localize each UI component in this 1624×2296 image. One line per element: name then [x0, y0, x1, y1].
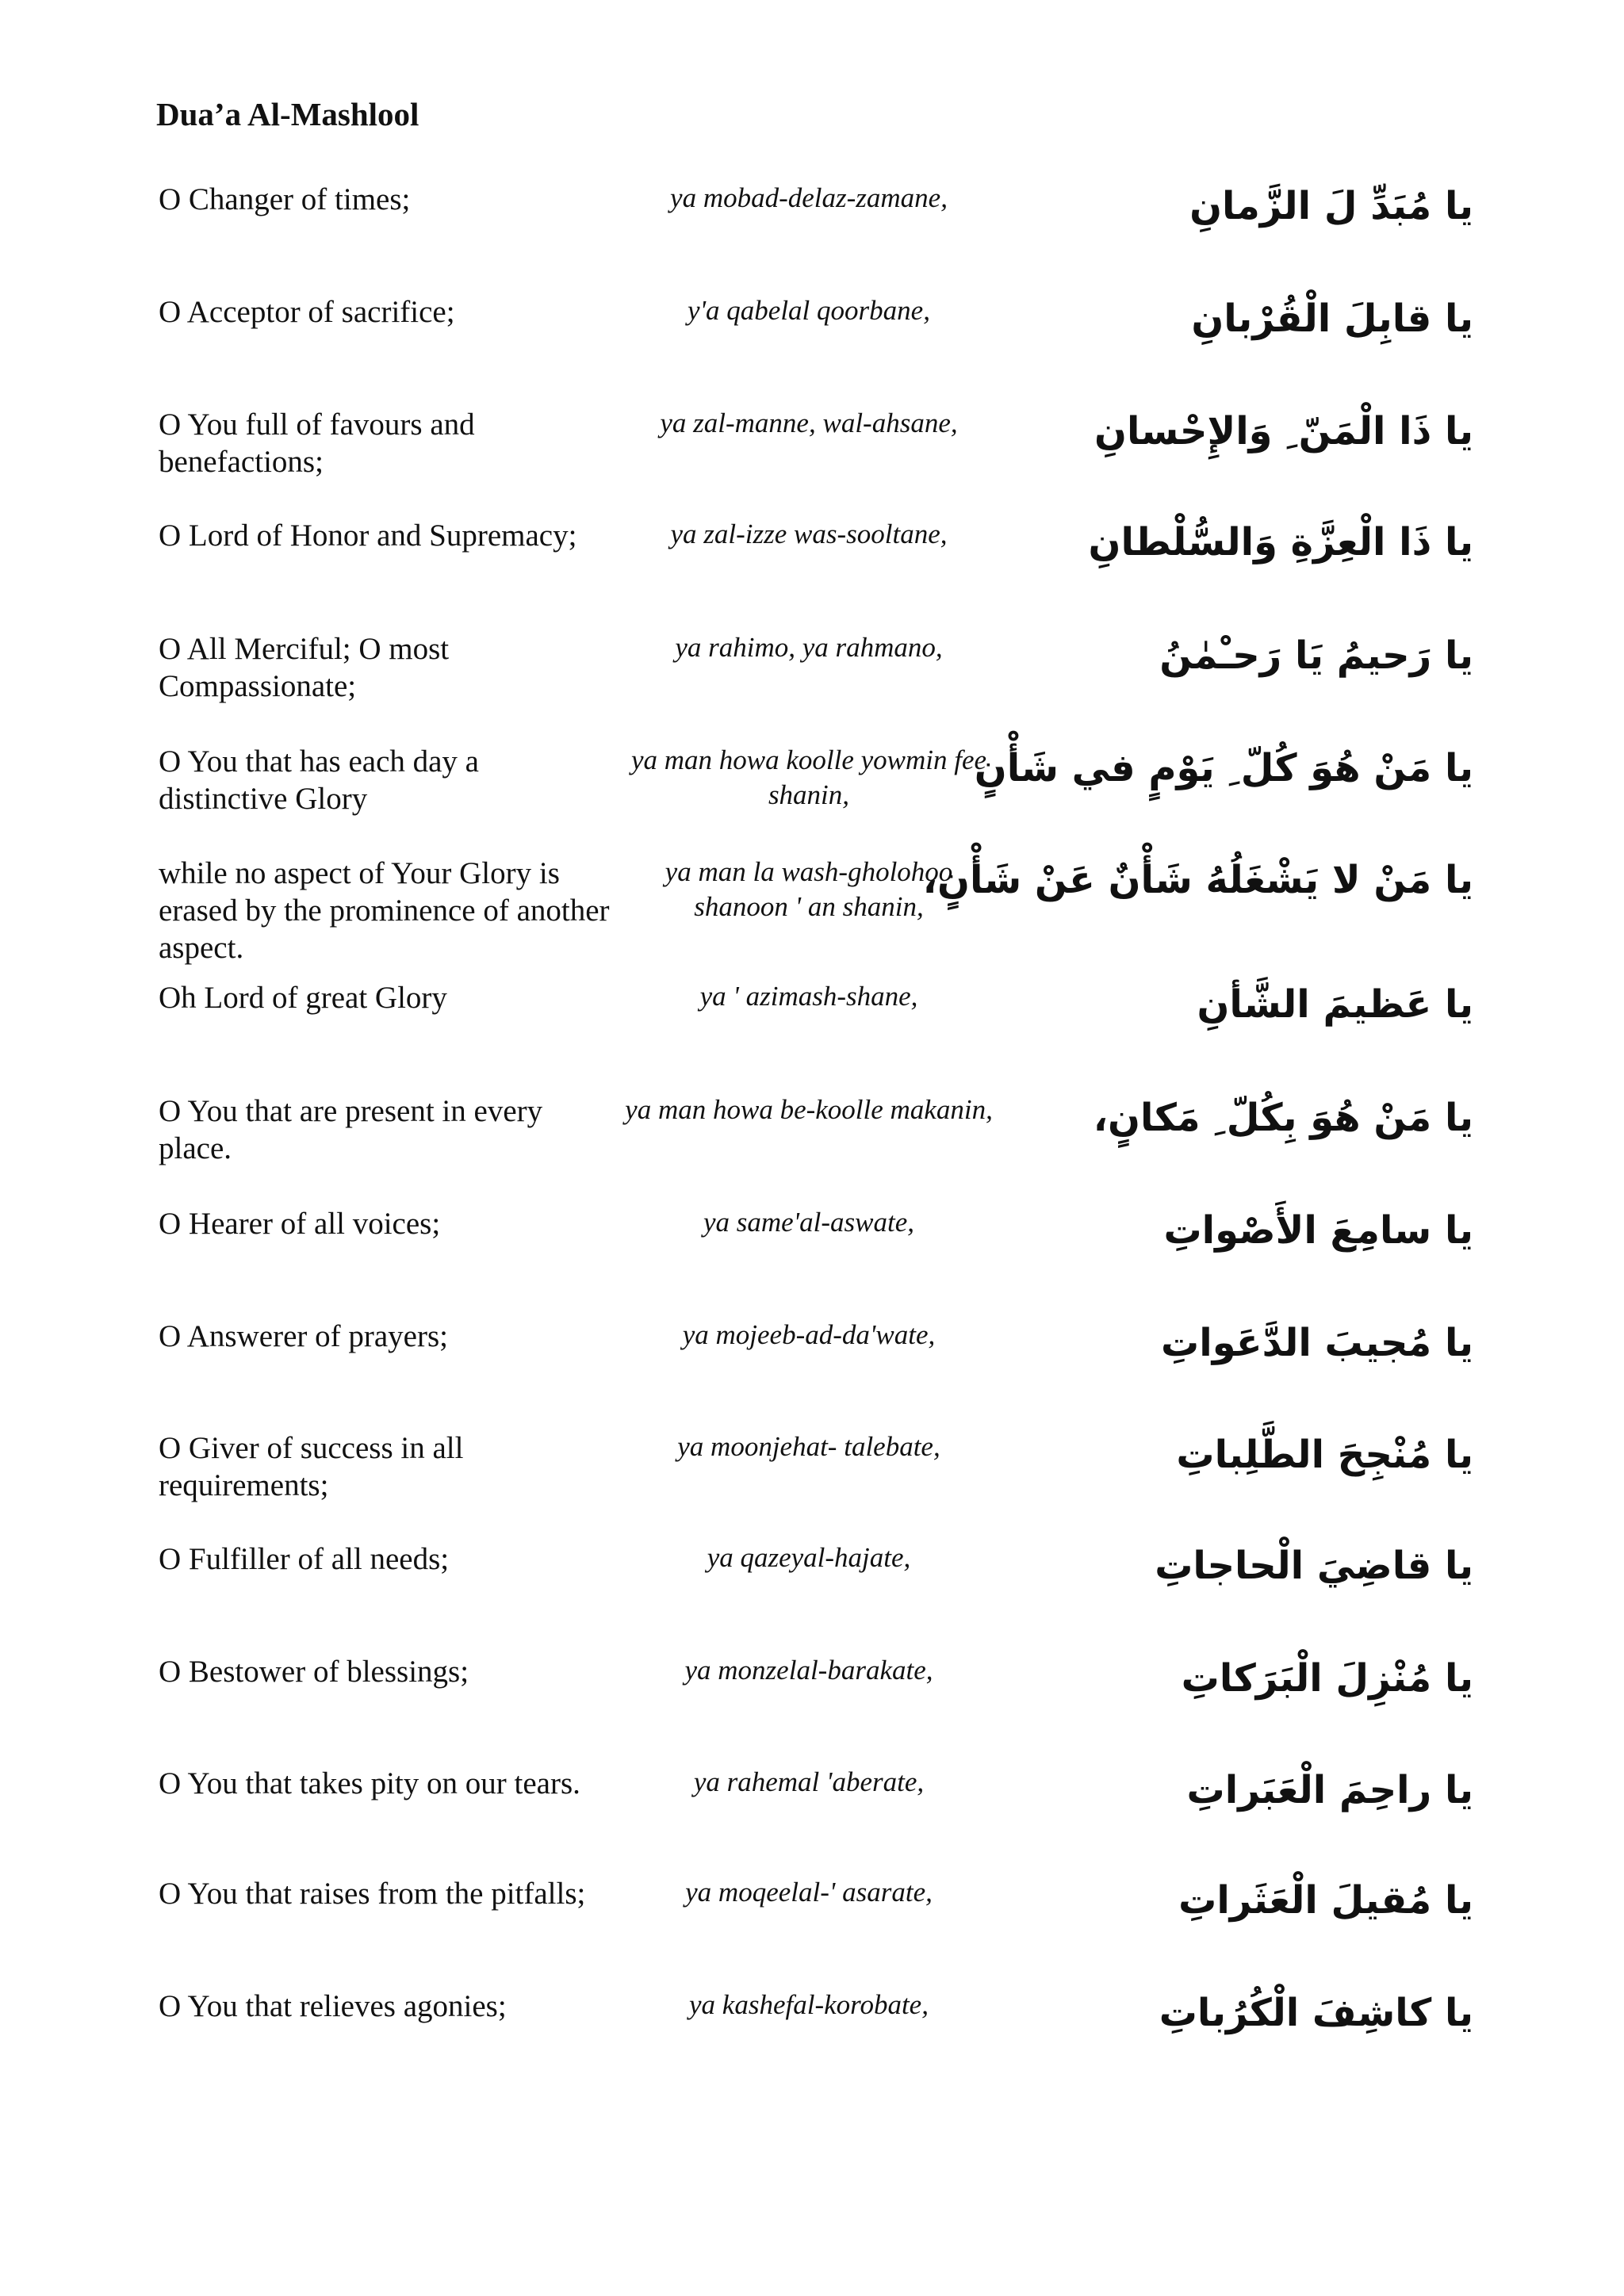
- arabic-text: يا مَنْ لا يَشْغَلُهُ شَأْنٌ عَنْ شَأْنٍ،: [922, 858, 1473, 902]
- transliteration: ya moqeelal-' asarate,: [685, 1877, 933, 1908]
- english-translation: O Answerer of prayers;: [159, 1319, 448, 1353]
- english-translation: O You that takes pity on our tears.: [159, 1766, 580, 1800]
- english-translation: O All Merciful; O most Compassionate;: [159, 632, 450, 703]
- transliteration: ya qazeyal-hajate,: [707, 1542, 911, 1573]
- english-translation: O You that are present in every place.: [159, 1094, 543, 1165]
- arabic-text: يا قابِلَ الْقُرْبانِ: [1191, 297, 1473, 341]
- transliteration: ya man howa be-koolle makanin,: [625, 1094, 993, 1125]
- transliteration: ya kashefal-korobate,: [689, 1989, 929, 2020]
- arabic-text: يا قاضِيَ الْحاجاتِ: [1155, 1544, 1473, 1588]
- english-translation: O Lord of Honor and Supremacy;: [159, 519, 577, 553]
- arabic-text: يا ذَا الْعِزَّةِ وَالسُّلْطانِ: [1088, 520, 1473, 564]
- english-translation: Oh Lord of great Glory: [159, 981, 447, 1015]
- transliteration: ya ' azimash-shane,: [699, 981, 918, 1012]
- english-translation: while no aspect of Your Glory is erased by the prominence of another aspect.: [159, 856, 610, 965]
- english-translation: O Changer of times;: [159, 182, 411, 216]
- transliteration: ya zal-izze was-sooltane,: [670, 519, 948, 549]
- english-translation: O Fulfiller of all needs;: [159, 1542, 450, 1576]
- transliteration: ya same'al-aswate,: [703, 1207, 915, 1238]
- english-translation: O You full of favours and benefactions;: [159, 408, 475, 479]
- arabic-text: يا مَنْ هُوَ بِكُلّ ِ مَكانٍ،: [1093, 1096, 1473, 1140]
- arabic-text: يا مُنْجِحَ الطَّلِباتِ: [1176, 1433, 1473, 1477]
- english-translation: O You that relieves agonies;: [159, 1989, 507, 2023]
- transliteration: ya rahimo, ya rahmano,: [675, 632, 943, 663]
- arabic-text: يا راحِمَ الْعَبَراتِ: [1186, 1768, 1473, 1812]
- transliteration: ya man la wash-gholohoo shanoon ' an shanin,: [665, 856, 953, 922]
- arabic-text: يا مُقيلَ الْعَثَراتِ: [1178, 1878, 1473, 1923]
- arabic-text: يا مَنْ هُوَ كُلّ ِ يَوْمٍ في شَأْنٍ: [974, 746, 1473, 790]
- english-translation: O Giver of success in all requirements;: [159, 1431, 464, 1502]
- english-translation: O Hearer of all voices;: [159, 1207, 441, 1241]
- transliteration: y'a qabelal qoorbane,: [688, 295, 930, 326]
- arabic-text: يا مُجيبَ الدَّعَواتِ: [1161, 1321, 1473, 1365]
- transliteration: ya rahemal 'aberate,: [693, 1766, 925, 1797]
- page-title: Dua’a Al-Mashlool: [156, 96, 419, 132]
- arabic-text: يا مُبَدِّ لَ الزَّمانِ: [1189, 184, 1473, 228]
- arabic-text: يا مُنْزِلَ الْبَرَكاتِ: [1181, 1656, 1473, 1701]
- arabic-text: يا كاشِفَ الْكُرُباتِ: [1159, 1991, 1473, 2035]
- arabic-text: يا سامِعَ الأَصْواتِ: [1163, 1208, 1473, 1253]
- english-translation: O Bestower of blessings;: [159, 1655, 469, 1689]
- transliteration: ya mobad-delaz-zamane,: [670, 182, 948, 213]
- arabic-text: يا عَظيمَ الشَّأنِ: [1197, 982, 1473, 1027]
- transliteration: ya monzelal-barakate,: [684, 1655, 933, 1686]
- transliteration: ya man howa koolle yowmin fee shanin,: [630, 744, 987, 810]
- english-translation: O You that raises from the pitfalls;: [159, 1877, 586, 1911]
- english-translation: O Acceptor of sacrifice;: [159, 295, 455, 329]
- english-translation: O You that has each day a distinctive Glory: [159, 744, 479, 816]
- arabic-text: يا رَحيمُ يَا رَحـْمٰنُ: [1159, 633, 1473, 678]
- arabic-text: يا ذَا الْمَنّ ِ وَالإِحْسانِ: [1094, 409, 1473, 453]
- transliteration: ya mojeeb-ad-da'wate,: [682, 1319, 936, 1350]
- transliteration: ya moonjehat- talebate,: [677, 1431, 940, 1462]
- transliteration: ya zal-manne, wal-ahsane,: [660, 408, 958, 438]
